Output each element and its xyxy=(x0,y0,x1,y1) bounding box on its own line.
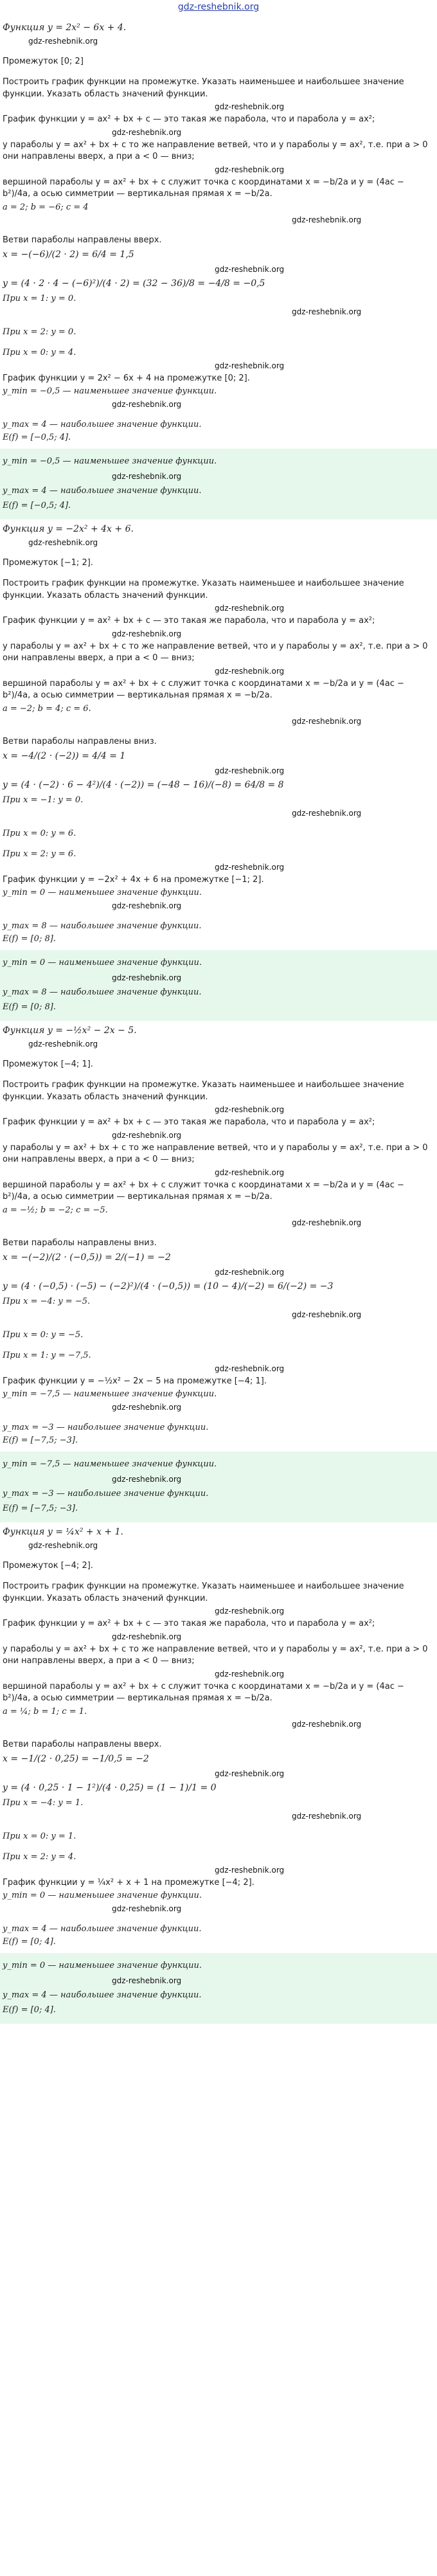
watermark: gdz-reshebnik.org xyxy=(292,1719,362,1729)
watermark: gdz-reshebnik.org xyxy=(292,808,362,818)
watermark: gdz-reshebnik.org xyxy=(112,1904,182,1913)
vertex-y: y = (4 · (−2) · 6 − 4²)/(4 · (−2)) = (−48 − 16)/(−8) = 64/8 = 8 xyxy=(3,780,284,791)
watermark: gdz-reshebnik.org xyxy=(215,1669,285,1679)
watermark: gdz-reshebnik.org xyxy=(215,1607,285,1616)
theory-branch-direction: у параболы y = ax² + bx + c то же направление ветвей, что и у параболы y = ax², т.е. при a > 0 они направлены вверх, а при a < 0 — вниз; xyxy=(3,1142,428,1165)
watermark: gdz-reshebnik.org xyxy=(112,1402,182,1412)
range-value: E(f) = [0; 8]. xyxy=(3,934,56,944)
answer-max: y_max = 8 — наибольшее значение функции. xyxy=(3,987,202,997)
point-value: При x = −4: y = 1. xyxy=(3,1798,84,1808)
interval-statement: Промежуток [−1; 2]. xyxy=(3,557,93,568)
point-value: При x = 2: y = 6. xyxy=(3,849,76,860)
answer-max: y_max = −3 — наибольшее значение функции. xyxy=(3,1488,209,1499)
function-statement: Функция y = −2x² + 4x + 6. xyxy=(3,523,134,534)
task-section xyxy=(3,523,434,1021)
watermark: gdz-reshebnik.org xyxy=(112,901,182,910)
answer-max: y_max = 4 — наибольшее значение функции. xyxy=(3,485,202,496)
watermark: gdz-reshebnik.org xyxy=(215,165,285,174)
answer-range: E(f) = [0; 4]. xyxy=(3,2005,56,2015)
min-value: y_min = 0 — наименьшее значение функции. xyxy=(3,1891,202,1901)
graph-caption: График функции y = ¼x² + x + 1 на промежутке [−4; 2]. xyxy=(3,1877,254,1887)
vertex-x: x = −(−2)/(2 · (−0,5)) = 2/(−1) = −2 xyxy=(3,1252,171,1263)
vertex-x: x = −4/(2 · (−2)) = 4/4 = 1 xyxy=(3,751,126,762)
watermark: gdz-reshebnik.org xyxy=(215,1364,285,1373)
watermark: gdz-reshebnik.org xyxy=(215,1865,285,1875)
task-section xyxy=(3,22,434,519)
theory-graph-shape: График функции y = ax² + bx + c — это такая же парабола, что и парабола y = ax²; xyxy=(3,1117,375,1128)
min-value: y_min = 0 — наименьшее значение функции. xyxy=(3,888,202,898)
theory-vertex: вершиной параболы y = ax² + bx + c служит точка с координатами x = −b/2a и y = (4ac − b²)/4a, а осью симметрии — вертикальная прямая x = −b/2a. xyxy=(3,177,404,199)
solution-content xyxy=(3,22,434,2024)
function-statement: Функция y = 2x² − 6x + 4. xyxy=(3,22,127,33)
point-value: При x = −1: y = 0. xyxy=(3,795,84,806)
theory-branch-direction: у параболы y = ax² + bx + c то же направление ветвей, что и у параболы y = ax², т.е. при a > 0 они направлены вверх, а при a < 0 — вниз; xyxy=(3,1644,428,1666)
graph-caption: График функции y = 2x² − 6x + 4 на промежутке [0; 2]. xyxy=(3,373,250,383)
vertex-y: y = (4 · 2 · 4 − (−6)²)/(4 · 2) = (32 − 36)/8 = −4/8 = −0,5 xyxy=(3,278,265,289)
answer-range: E(f) = [−7,5; −3]. xyxy=(3,1504,78,1514)
watermark: gdz-reshebnik.org xyxy=(112,1976,182,1985)
watermark: gdz-reshebnik.org xyxy=(28,537,98,547)
task-section xyxy=(3,1526,434,2024)
answer-min: y_min = −0,5 — наименьшее значение функции. xyxy=(3,456,217,467)
point-value: При x = −4: y = −5. xyxy=(3,1297,91,1307)
site-header-link[interactable]: gdz-reshebnik.org xyxy=(177,2,260,12)
watermark: gdz-reshebnik.org xyxy=(112,127,182,137)
watermark: gdz-reshebnik.org xyxy=(112,1474,182,1484)
max-value: y_max = 4 — наибольшее значение функции. xyxy=(3,419,202,429)
theory-branch-direction: у параболы y = ax² + bx + c то же направление ветвей, что и у параболы y = ax², т.е. при a > 0 они направлены вверх, а при a < 0 — вниз; xyxy=(3,140,428,162)
answer-min: y_min = 0 — наименьшее значение функции. xyxy=(3,1961,202,1971)
point-value: При x = 2: y = 0. xyxy=(3,327,76,337)
vertex-y: y = (4 · (−0,5) · (−5) − (−2)²)/(4 · (−0,5)) = (10 − 4)/(−2) = 6/(−2) = −3 xyxy=(3,1281,334,1292)
task-description: Построить график функции на промежутке. Указать наименьшее и наибольшее значение функции. Указать область значений функции. xyxy=(3,1080,404,1102)
watermark: gdz-reshebnik.org xyxy=(215,766,285,776)
answer-box xyxy=(0,950,437,1020)
theory-vertex: вершиной параболы y = ax² + bx + c служит точка с координатами x = −b/2a и y = (4ac − b²)/4a, а осью симметрии — вертикальная прямая x = −b/2a. xyxy=(3,1681,404,1704)
point-value: При x = 1: y = 0. xyxy=(3,294,76,304)
watermark: gdz-reshebnik.org xyxy=(215,1769,285,1779)
function-statement: Функция y = ¼x² + x + 1. xyxy=(3,1526,123,1537)
max-value: y_max = 8 — наибольшее значение функции. xyxy=(3,921,202,931)
answer-box xyxy=(0,1452,437,1522)
watermark: gdz-reshebnik.org xyxy=(292,1310,362,1319)
point-value: При x = 0: y = 6. xyxy=(3,828,76,838)
watermark: gdz-reshebnik.org xyxy=(215,666,285,676)
answer-box xyxy=(0,449,437,519)
point-value: При x = 0: y = 4. xyxy=(3,348,76,358)
answer-range: E(f) = [−0,5; 4]. xyxy=(3,501,71,511)
watermark: gdz-reshebnik.org xyxy=(292,307,362,316)
answer-min: y_min = −7,5 — наименьшее значение функции. xyxy=(3,1459,217,1470)
watermark: gdz-reshebnik.org xyxy=(112,471,182,481)
branches-direction: Ветви параболы направлены вверх. xyxy=(3,235,162,245)
watermark: gdz-reshebnik.org xyxy=(112,629,182,638)
watermark: gdz-reshebnik.org xyxy=(112,399,182,409)
coefficients: a = −½; b = −2; c = −5. xyxy=(3,1205,108,1215)
answer-range: E(f) = [0; 8]. xyxy=(3,1002,56,1013)
watermark: gdz-reshebnik.org xyxy=(215,862,285,872)
watermark: gdz-reshebnik.org xyxy=(28,36,98,46)
graph-caption: График функции y = −½x² − 2x − 5 на промежутке [−4; 1]. xyxy=(3,1376,267,1386)
coefficients: a = 2; b = −6; c = 4 xyxy=(3,202,89,212)
function-statement: Функция y = −½x² − 2x − 5. xyxy=(3,1025,137,1036)
theory-graph-shape: График функции y = ax² + bx + c — это такая же парабола, что и парабола y = ax²; xyxy=(3,114,375,125)
watermark: gdz-reshebnik.org xyxy=(28,1540,98,1550)
coefficients: a = −2; b = 4; c = 6. xyxy=(3,703,91,714)
watermark: gdz-reshebnik.org xyxy=(112,1632,182,1641)
min-value: y_min = −7,5 — наименьшее значение функции. xyxy=(3,1389,217,1400)
watermark: gdz-reshebnik.org xyxy=(112,973,182,982)
watermark: gdz-reshebnik.org xyxy=(215,1167,285,1177)
theory-vertex: вершиной параболы y = ax² + bx + c служит точка с координатами x = −b/2a и y = (4ac − b²)/4a, а осью симметрии — вертикальная прямая x = −b/2a. xyxy=(3,1180,404,1202)
point-value: При x = 1: y = −7,5. xyxy=(3,1351,91,1361)
max-value: y_max = 4 — наибольшее значение функции. xyxy=(3,1923,202,1934)
watermark: gdz-reshebnik.org xyxy=(292,1218,362,1227)
point-value: При x = 0: y = 1. xyxy=(3,1831,76,1841)
watermark: gdz-reshebnik.org xyxy=(28,1039,98,1049)
vertex-x: x = −(−6)/(2 · 2) = 6/4 = 1,5 xyxy=(3,249,134,260)
interval-statement: Промежуток [−4; 1]. xyxy=(3,1059,93,1069)
theory-branch-direction: у параболы y = ax² + bx + c то же направление ветвей, что и у параболы y = ax², т.е. при a > 0 они направлены вверх, а при a < 0 — вниз; xyxy=(3,641,428,663)
interval-statement: Промежуток [0; 2] xyxy=(3,56,84,66)
interval-statement: Промежуток [−4; 2]. xyxy=(3,1560,93,1571)
task-description: Построить график функции на промежутке. Указать наименьшее и наибольшее значение функции. Указать область значений функции. xyxy=(3,77,404,99)
answer-max: y_max = 4 — наибольшее значение функции. xyxy=(3,1990,202,2000)
range-value: E(f) = [−0,5; 4]. xyxy=(3,433,71,443)
vertex-y: y = (4 · 0,25 · 1 − 1²)/(4 · 0,25) = (1 − 1)/1 = 0 xyxy=(3,1783,217,1794)
branches-direction: Ветви параболы направлены вниз. xyxy=(3,1238,157,1248)
watermark: gdz-reshebnik.org xyxy=(112,1130,182,1140)
watermark: gdz-reshebnik.org xyxy=(215,604,285,613)
theory-graph-shape: График функции y = ax² + bx + c — это такая же парабола, что и парабола y = ax²; xyxy=(3,616,375,626)
task-description: Построить график функции на промежутке. Указать наименьшее и наибольшее значение функции. Указать область значений функции. xyxy=(3,1581,404,1603)
theory-graph-shape: График функции y = ax² + bx + c — это такая же парабола, что и парабола y = ax²; xyxy=(3,1619,375,1629)
task-section xyxy=(3,1025,434,1522)
answer-box xyxy=(0,1953,437,2023)
graph-caption: График функции y = −2x² + 4x + 6 на промежутке [−1; 2]. xyxy=(3,874,264,885)
coefficients: a = ¼; b = 1; c = 1. xyxy=(3,1706,87,1716)
branches-direction: Ветви параболы направлены вниз. xyxy=(3,736,157,746)
watermark: gdz-reshebnik.org xyxy=(292,1811,362,1821)
watermark: gdz-reshebnik.org xyxy=(215,361,285,370)
watermark: gdz-reshebnik.org xyxy=(292,215,362,224)
branches-direction: Ветви параболы направлены вверх. xyxy=(3,1739,162,1749)
range-value: E(f) = [0; 4]. xyxy=(3,1937,56,1947)
range-value: E(f) = [−7,5; −3]. xyxy=(3,1436,78,1446)
watermark: gdz-reshebnik.org xyxy=(215,265,285,275)
answer-min: y_min = 0 — наименьшее значение функции. xyxy=(3,958,202,968)
watermark: gdz-reshebnik.org xyxy=(292,716,362,726)
watermark: gdz-reshebnik.org xyxy=(215,1105,285,1115)
task-description: Построить график функции на промежутке. Указать наименьшее и наибольшее значение функции. Указать область значений функции. xyxy=(3,579,404,600)
point-value: При x = 2: y = 4. xyxy=(3,1852,76,1862)
vertex-x: x = −1/(2 · 0,25) = −1/0,5 = −2 xyxy=(3,1754,149,1765)
theory-vertex: вершиной параболы y = ax² + bx + c служит точка с координатами x = −b/2a и y = (4ac − b²)/4a, а осью симметрии — вертикальная прямая x = −b/2a. xyxy=(3,678,404,701)
watermark: gdz-reshebnik.org xyxy=(215,1268,285,1277)
min-value: y_min = −0,5 — наименьшее значение функции. xyxy=(3,386,217,397)
watermark: gdz-reshebnik.org xyxy=(215,102,285,112)
point-value: При x = 0: y = −5. xyxy=(3,1329,84,1340)
max-value: y_max = −3 — наибольшее значение функции. xyxy=(3,1422,209,1432)
